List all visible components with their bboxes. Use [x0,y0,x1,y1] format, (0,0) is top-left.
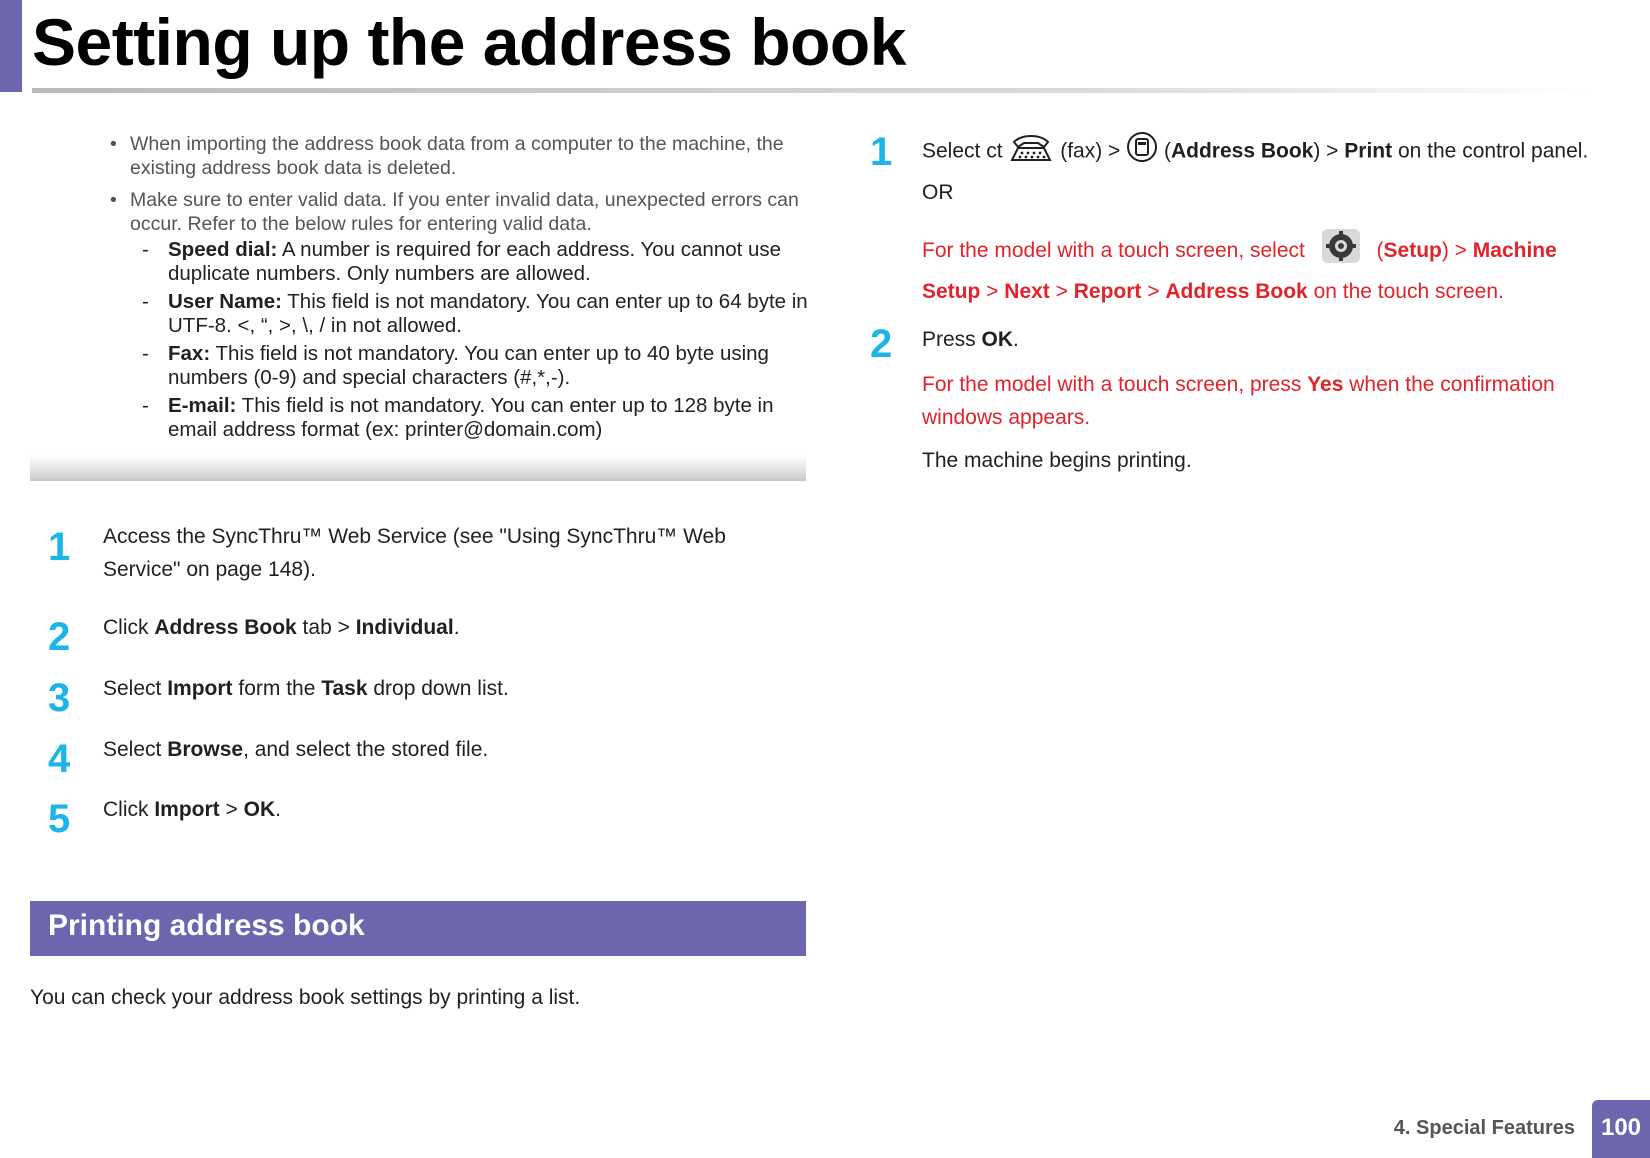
step-bold: Address Book [1170,139,1314,163]
step-text: Access the SyncThru™ Web Service (see "Using SyncThru™ Web Service" on page 148). [103,525,726,581]
note-bold: Report [1073,280,1142,303]
step-number: 4 [48,737,71,781]
step-number: 1 [48,525,71,569]
title-accent-bar [0,0,22,92]
step-text: Press [922,328,982,351]
step-text: form the [232,677,322,700]
import-step-4 [103,733,488,766]
bullet-icon: • [110,133,117,155]
step-bold: Task [321,677,368,700]
step-text: Click [103,798,155,821]
note-bold: Yes [1307,373,1344,396]
step-bold: OK [243,798,276,821]
step-number: 1 [870,130,893,174]
page-title: Setting up the address book [32,5,906,79]
note-text: For the model with a touch screen, select [922,239,1311,263]
step-text: drop down list. [367,677,509,700]
step-bold: Individual [355,616,454,639]
step-text: Select [103,677,168,700]
step-number: 3 [48,676,71,720]
section-heading: Printing address book [48,909,365,942]
step-text: . [453,616,460,639]
rule-item [130,394,810,442]
print-step-1 [922,130,1622,174]
import-step-5 [103,793,281,826]
dash-marker: - [142,238,149,261]
note-text: ( [1370,239,1384,263]
step-text: . [1013,328,1019,351]
note-divider [30,455,806,481]
step-text: Select ct [922,139,1009,163]
touch-screen-confirm-note [922,368,1612,434]
step-text: (fax) > [1054,139,1127,163]
rules-list [130,238,810,442]
print-step-2 [922,323,1019,356]
rule-text: This field is not mandatory. You can enter up to 64 byte in UTF-8. <, “, >, \, / in not allowed. [168,290,808,337]
note-item [110,132,810,180]
note-text: When importing the address book data from a computer to the machine, the existing address book data is deleted. [130,133,784,179]
step-bold: Import [167,677,233,700]
step-text: ( [1158,139,1171,163]
step-text: tab > [296,616,356,639]
rule-label: Speed dial: [168,238,278,261]
step-number: 2 [48,615,71,659]
note-text: ) > [1441,239,1473,263]
step-bold: OK [981,328,1014,351]
title-divider [32,88,1592,93]
import-step-3 [103,672,509,705]
note-box [110,132,810,450]
step-bold: Print [1344,139,1393,163]
rule-label: E-mail: [168,394,237,417]
step-text: ) > [1313,139,1345,163]
dash-marker: - [142,394,149,417]
rule-item [130,342,810,390]
note-text: when the confirmation windows appears. [922,373,1555,429]
step-text: > [219,798,244,821]
dash-marker: - [142,342,149,365]
step-bold: Address Book [154,616,297,639]
rule-item [130,238,810,286]
note-item [110,188,810,442]
note-text: > [980,280,1005,303]
import-step-1 [103,520,803,586]
note-text: For the model with a touch screen, press [922,373,1308,396]
rule-label: User Name: [168,290,282,313]
address-book-icon [1126,131,1158,173]
rule-text: A number is required for each address. You cannot use duplicate numbers. Only numbers are allowed. [168,238,782,285]
rule-text: This field is not mandatory. You can enter up to 40 byte using numbers (0-9) and special characters (#,*,-). [168,342,769,389]
touch-screen-note [922,228,1612,309]
section-heading-bar [30,901,806,956]
step-number: 2 [870,322,893,366]
note-text: on the touch screen. [1307,280,1504,303]
step-text: Click [103,616,155,639]
page-number: 100 [1592,1100,1650,1158]
step-text: Select [103,738,168,761]
fax-icon [1008,130,1054,174]
import-step-2 [103,611,460,644]
note-bold: Address Book [1165,280,1308,303]
setup-gear-icon [1321,228,1361,275]
final-text: The machine begins printing. [922,449,1192,472]
note-text: Make sure to enter valid data. If you enter invalid data, unexpected errors can occur. Refer to the below rules for entering valid data. [130,189,799,235]
step-number: 5 [48,797,71,841]
section-intro: You can check your address book settings by printing a list. [30,986,581,1009]
rule-text: This field is not mandatory. You can enter up to 128 byte in email address format (ex: printer@domain.com) [168,394,774,441]
note-bold: Setup [1383,239,1442,263]
or-text: OR [922,181,954,204]
step-text: on the control panel. [1392,139,1589,163]
note-bold: Next [1004,280,1050,303]
footer-chapter: 4. Special Features [1393,1117,1575,1139]
step-bold: Browse [167,738,244,761]
note-text: > [1141,280,1166,303]
dash-marker: - [142,290,149,313]
step-bold: Import [154,798,220,821]
note-text: > [1049,280,1074,303]
note-bold: Machine Setup [922,239,1557,303]
step-text: , and select the stored file. [243,738,489,761]
step-text: . [275,798,281,821]
rule-item [130,290,810,338]
bullet-icon: • [110,189,117,211]
rule-label: Fax: [168,342,211,365]
